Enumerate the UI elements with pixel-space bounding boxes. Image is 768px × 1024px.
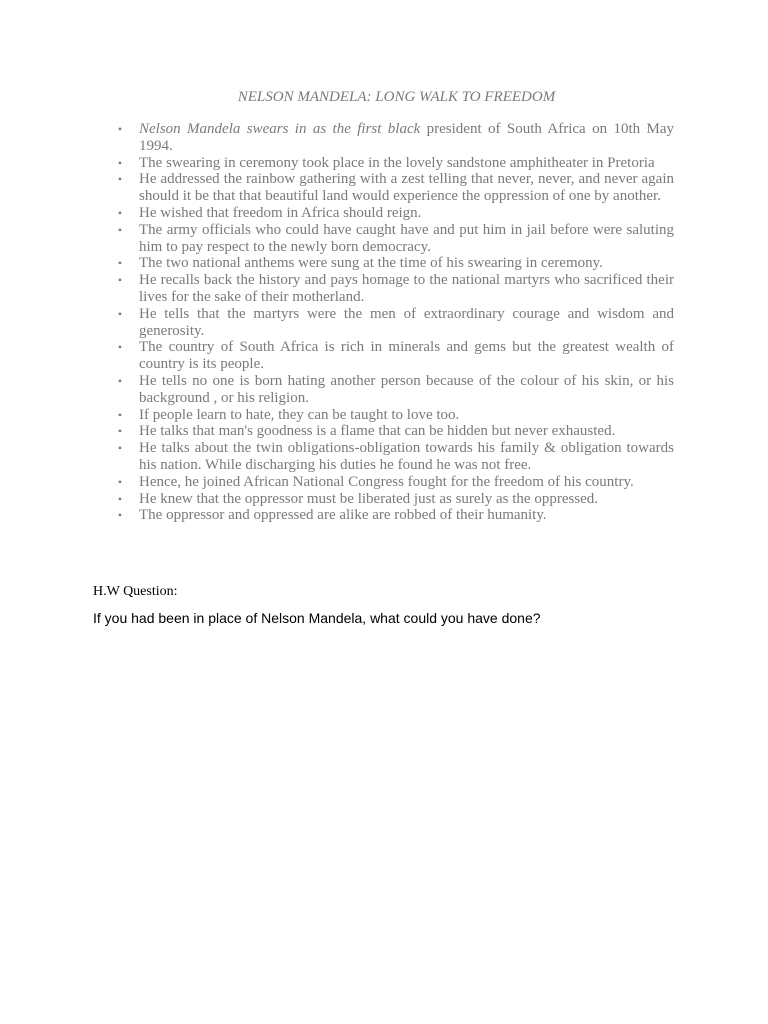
bullet-icon: • [117,222,123,237]
bullet-icon: • [117,172,123,187]
list-item [117,406,674,424]
bullet-icon: • [117,373,123,388]
list-item [117,204,674,222]
document-title: NELSON MANDELA: LONG WALK TO FREEDOM [237,89,556,105]
bullet-icon: • [117,441,123,456]
list-item [117,339,674,373]
point-text: The army officials who could have caught have and put him in jail before were saluting him to pay respect to the newly born democracy. [139,221,674,255]
bullet-icon: • [117,474,123,489]
point-text: The swearing in ceremony took place in the lovely sandstone amphitheater in Pretoria [139,154,655,171]
list-item [117,305,674,340]
list-item [117,490,674,508]
bullet-icon: • [117,155,123,170]
bullet-icon: • [117,273,123,288]
point-text: He tells that the martyrs were the men of extraordinary courage and wisdom and generosity. [139,305,674,339]
point-text: The two national anthems were sung at the time of his swearing in ceremony. [139,255,603,272]
point-text: If people learn to hate, they can be taught to love too. [139,406,460,423]
bullet-icon: • [117,122,123,136]
bullet-icon: • [117,256,123,271]
list-item [117,171,674,205]
bullet-icon: • [117,340,123,355]
list-item [117,255,674,272]
point-text: president of South Africa on 10th May 1994. [139,121,674,154]
point-text: He talks that man's goodness is a flame that can be hidden but never exhausted. [139,423,616,440]
point-italic-text: Nelson Mandela swears in as the first black [139,121,421,137]
bullet-icon: • [117,306,123,321]
bullet-icon: • [117,407,123,422]
bullet-icon: • [117,424,123,439]
list-item [117,372,674,407]
point-text: The country of South Africa is rich in minerals and gems but the greatest wealth of country is its people. [139,339,674,373]
point-text: Hence, he joined African National Congress fought for the freedom of his country. [139,473,634,490]
bullet-icon: • [117,491,123,506]
list-item [117,473,674,491]
point-text: He tells no one is born hating another person because of the colour of his skin, or his background , or his religion. [139,372,674,406]
homework-question: If you had been in place of Nelson Mandela, what could you have done? [93,610,541,626]
bullet-icon: • [117,508,123,523]
point-text: He knew that the oppressor must be liberated just as surely as the oppressed. [139,490,599,507]
list-item [117,221,674,256]
list-item [117,423,674,440]
list-item [117,507,674,524]
point-text: He recalls back the history and pays homage to the national martyrs who sacrificed their lives for the sake of their motherland. [139,272,674,305]
list-item [117,440,674,474]
point-text: He talks about the twin obligations-obligation towards his family & obligation towards his nation. While discharging his duties he found he was not free. [139,440,674,473]
list-item [117,272,674,306]
summary-point-list [117,121,674,524]
point-text: The oppressor and oppressed are alike are robbed of their humanity. [139,507,547,524]
homework-label: H.W Question: [93,584,178,599]
bullet-icon: • [117,205,123,220]
point-text: He wished that freedom in Africa should reign. [139,204,422,221]
list-item [117,154,674,172]
list-item [117,121,674,155]
point-text: He addressed the rainbow gathering with a zest telling that never, never, and never again should it be that that beautiful land would experience the oppression of one by another. [139,171,674,205]
